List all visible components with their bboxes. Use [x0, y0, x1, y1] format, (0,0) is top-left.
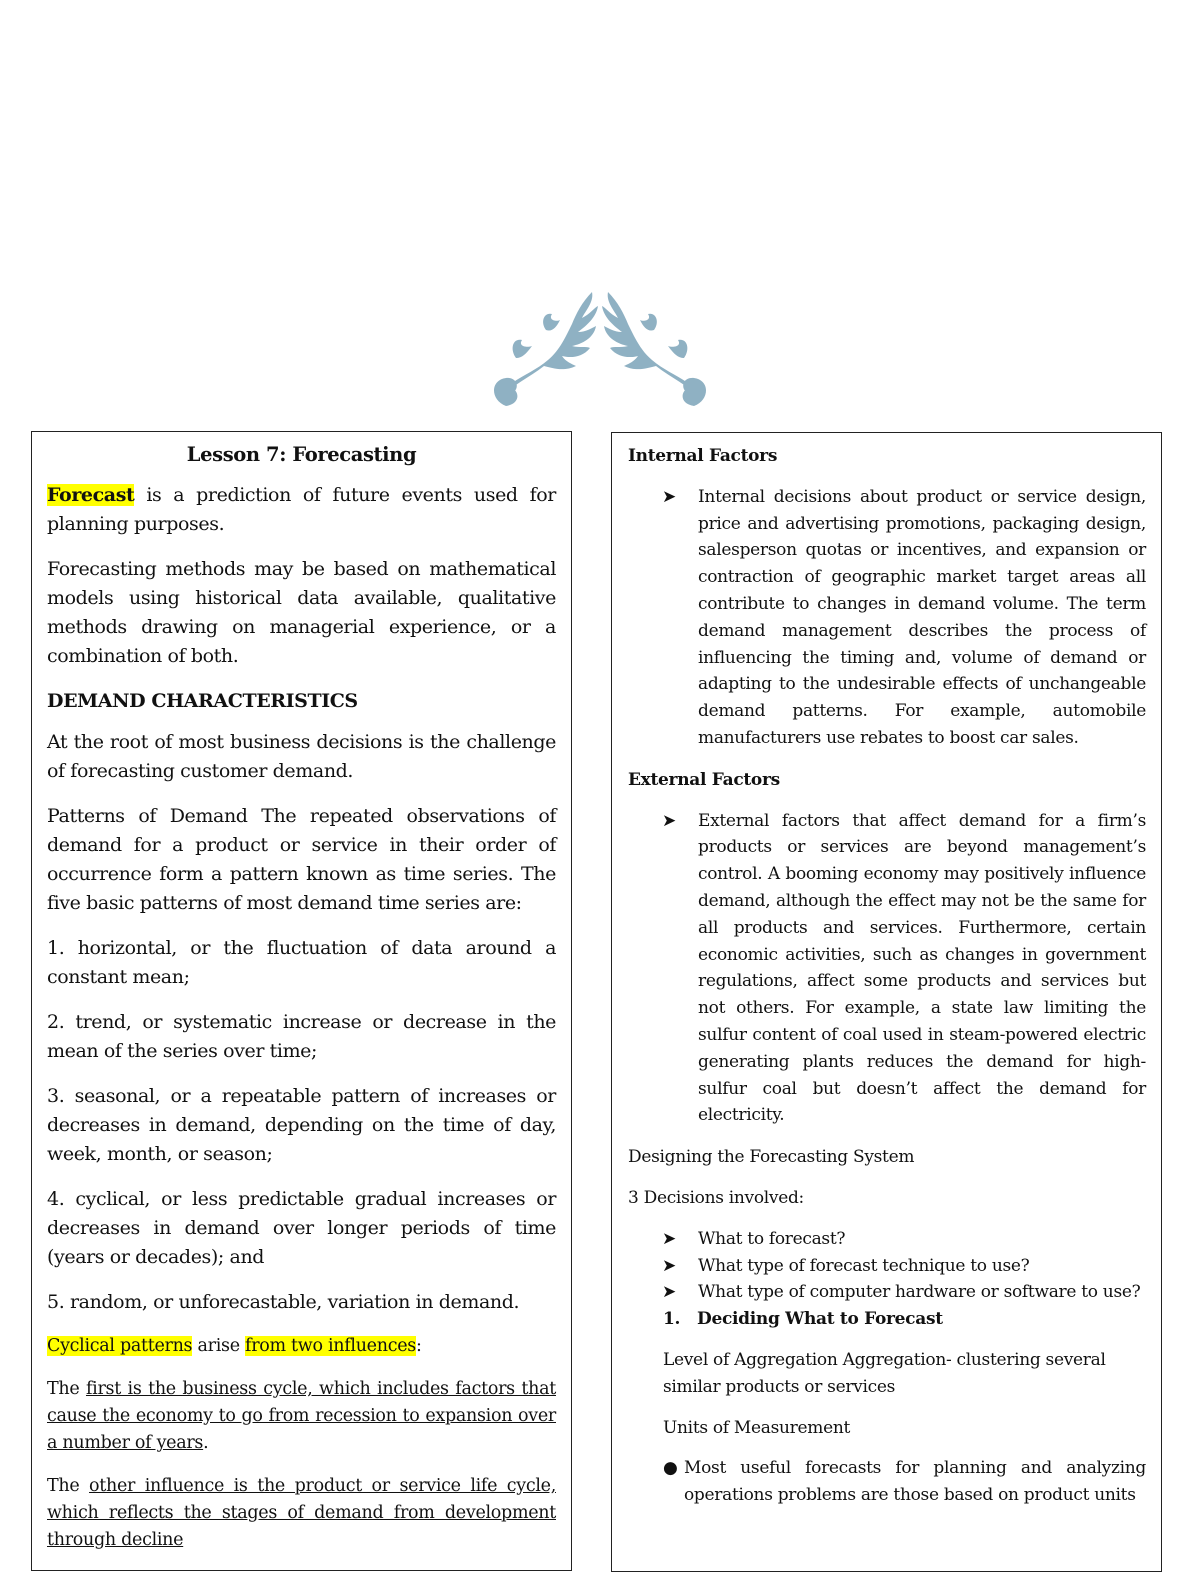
life-cycle-underlined: other influence is the product or service life cycle, which reflects the stages of demand from development through decline — [47, 1476, 556, 1550]
decision-item-text: What type of computer hardware or software to use? — [698, 1282, 1141, 1303]
two-influences-highlight: from two influences — [245, 1336, 416, 1356]
decision-item — [628, 1253, 1146, 1280]
forecast-definition-text: is a prediction of future events used for planning purposes. — [47, 484, 556, 535]
internal-factors-item — [628, 484, 1146, 752]
forecast-term: Forecast — [47, 484, 135, 506]
root-decisions-paragraph: At the root of most business decisions is the challenge of forecasting customer demand. — [47, 731, 556, 782]
cyclical-arise-text: arise — [192, 1336, 246, 1356]
arrowhead-bullet-icon: ➤ — [662, 810, 676, 831]
external-factors-text: External factors that affect demand for a firm’s products or services are beyond management’s control. A booming economy may positively influence demand, although the effect may not be the same for all products and services. Furthermore, certain economic activities, such as changes in government regulations, affect some products and services but not others. For example, a state law limiting the sulfur content of coal used in steam-powered electric generating plants reduces the demand for high-sulfur coal but doesn’t affect the demand for electricity. — [698, 810, 1146, 1126]
units-bullet-text: Most useful forecasts for planning and analyzing operations problems are those based on product units — [684, 1458, 1146, 1506]
lesson-title: Lesson 7: Forecasting — [186, 443, 417, 466]
external-factors-heading: External Factors — [628, 769, 780, 790]
cyclical-patterns-highlight: Cyclical patterns — [47, 1336, 193, 1356]
cyclical-colon: : — [415, 1336, 422, 1356]
decision-item — [628, 1226, 1146, 1253]
business-cycle-prefix: The — [47, 1379, 86, 1399]
decisions-involved: 3 Decisions involved: — [628, 1187, 804, 1208]
decision-item-text: What to forecast? — [698, 1228, 846, 1249]
units-of-measurement: Units of Measurement — [663, 1417, 851, 1438]
units-bullet-list — [628, 1455, 1146, 1509]
demand-characteristics-heading: DEMAND CHARACTERISTICS — [47, 690, 358, 712]
floral-scroll-ornament — [486, 288, 714, 412]
decision-item — [628, 1279, 1146, 1306]
arrowhead-bullet-icon: ➤ — [662, 1228, 676, 1249]
internal-factors-list — [628, 484, 1146, 752]
pattern-item-trend: 2. trend, or systematic increase or decrease in the mean of the series over time; — [47, 1011, 556, 1062]
external-factors-list — [628, 808, 1146, 1130]
right-column-panel — [611, 432, 1162, 1572]
life-cycle-prefix: The — [47, 1476, 90, 1496]
pattern-item-horizontal: 1. horizontal, or the fluctuation of data around a constant mean; — [47, 937, 556, 988]
forecast-definition — [47, 481, 556, 539]
cyclical-patterns-line — [47, 1333, 556, 1360]
pattern-item-seasonal: 3. seasonal, or a repeatable pattern of increases or decreases in demand, depending on the time of day, week, month, or season; — [47, 1085, 556, 1165]
units-bullet-item — [628, 1455, 1146, 1509]
level-of-aggregation: Level of Aggregation Aggregation- clustering several similar products or services — [663, 1349, 1106, 1397]
business-cycle-underlined: first is the business cycle, which includes factors that cause the economy to go from recession to expansion over a number of years — [47, 1379, 556, 1453]
arrowhead-bullet-icon: ➤ — [662, 1282, 676, 1303]
decisions-list — [628, 1226, 1146, 1306]
business-cycle-paragraph — [47, 1376, 556, 1457]
pattern-item-random: 5. random, or unforecastable, variation in demand. — [47, 1291, 520, 1313]
forecasting-methods-paragraph: Forecasting methods may be based on mathematical models using historical data available, qualitative methods drawing on managerial experience, or a combination of both. — [47, 558, 556, 667]
left-column-panel — [31, 431, 572, 1571]
deciding-what-to-forecast-heading: 1. Deciding What to Forecast — [663, 1309, 943, 1330]
arrowhead-bullet-icon: ➤ — [662, 486, 676, 507]
arrowhead-bullet-icon: ➤ — [662, 1255, 676, 1276]
external-factors-item — [628, 808, 1146, 1130]
pattern-item-cyclical: 4. cyclical, or less predictable gradual increases or decreases in demand over longer periods of time (years or decades); and — [47, 1188, 556, 1268]
life-cycle-paragraph — [47, 1473, 556, 1554]
round-bullet-icon: ● — [663, 1458, 678, 1479]
internal-factors-text: Internal decisions about product or service design, price and advertising promotions, packaging design, salesperson quotas or incentives, and expansion or contraction of geographic market target areas all contribute to changes in demand volume. The term demand management describes the process of influencing the timing and, volume of demand or adapting to the undesirable effects of unchangeable demand patterns. For example, automobile manufacturers use rebates to boost car sales. — [698, 486, 1146, 748]
internal-factors-heading: Internal Factors — [628, 446, 778, 466]
designing-forecasting-system: Designing the Forecasting System — [628, 1147, 915, 1168]
decision-item-text: What type of forecast technique to use? — [698, 1255, 1030, 1276]
patterns-of-demand-paragraph: Patterns of Demand The repeated observations of demand for a product or service in their order of occurrence form a pattern known as time series. The five basic patterns of most demand time series are: — [47, 805, 556, 914]
business-cycle-period: . — [203, 1433, 209, 1453]
